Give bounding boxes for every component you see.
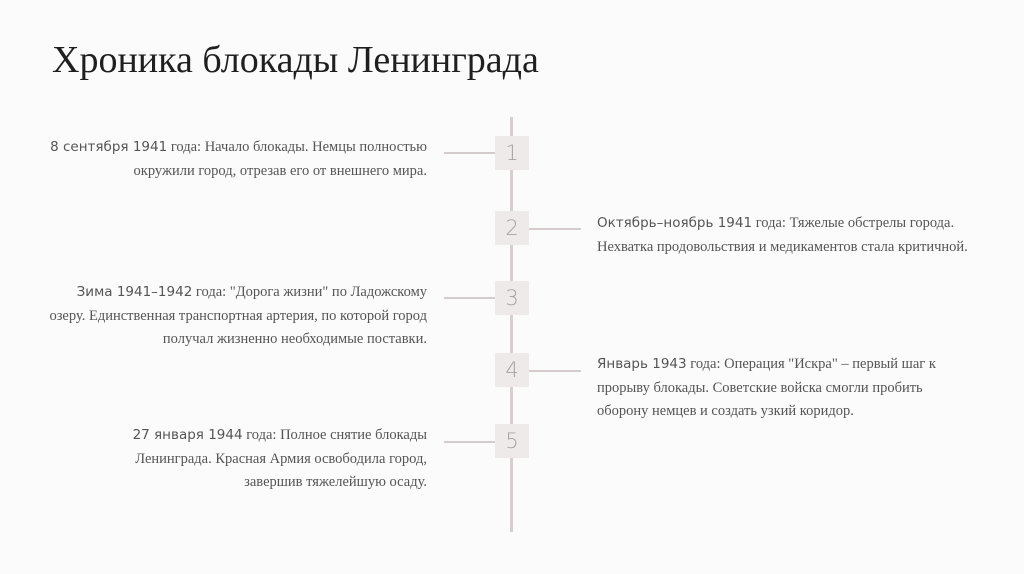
timeline-connector [444, 152, 496, 154]
timeline-event [597, 212, 989, 259]
timeline-marker: 5 [495, 424, 529, 458]
slide-title: Хроника блокады Ленинграда [52, 39, 539, 81]
event-date: 27 января 1944 [132, 427, 243, 443]
event-date: Январь 1943 [597, 356, 687, 372]
timeline-event [27, 136, 427, 183]
timeline-connector [528, 370, 581, 372]
timeline-marker: 1 [495, 136, 529, 170]
timeline-marker: 4 [495, 353, 529, 387]
timeline-connector [528, 228, 581, 230]
event-date: 8 сентября 1941 [50, 139, 168, 155]
timeline-event [77, 424, 427, 495]
timeline-connector [444, 441, 496, 443]
timeline-event [47, 281, 427, 352]
event-description: года: Начало блокады. Немцы полностью окружили город, отрезав его от внешнего мира. [133, 139, 427, 179]
event-date: Октябрь–ноябрь 1941 [597, 215, 753, 231]
event-description: года: "Дорога жизни" по Ладожскому озеру. Единственная транспортная артерия, по которой город получал жизненно необходимые поставки. [49, 284, 427, 347]
timeline-axis [510, 117, 513, 532]
event-description: года: Тяжелые обстрелы города. Нехватка продовольствия и медикаментов стала критичной. [597, 215, 968, 255]
timeline-marker: 3 [495, 281, 529, 315]
event-description: года: Операция "Искра" – первый шаг к прорыву блокады. Советские войска смогли пробить оборону немцев и создать узкий коридор. [597, 356, 936, 419]
timeline-event [597, 353, 977, 424]
timeline-marker: 2 [495, 211, 529, 245]
timeline-connector [444, 297, 496, 299]
event-description: года: Полное снятие блокады Ленинграда. Красная Армия освободила город, завершив тяжелейшую осаду. [135, 427, 427, 490]
event-date: Зима 1941–1942 [76, 284, 193, 300]
